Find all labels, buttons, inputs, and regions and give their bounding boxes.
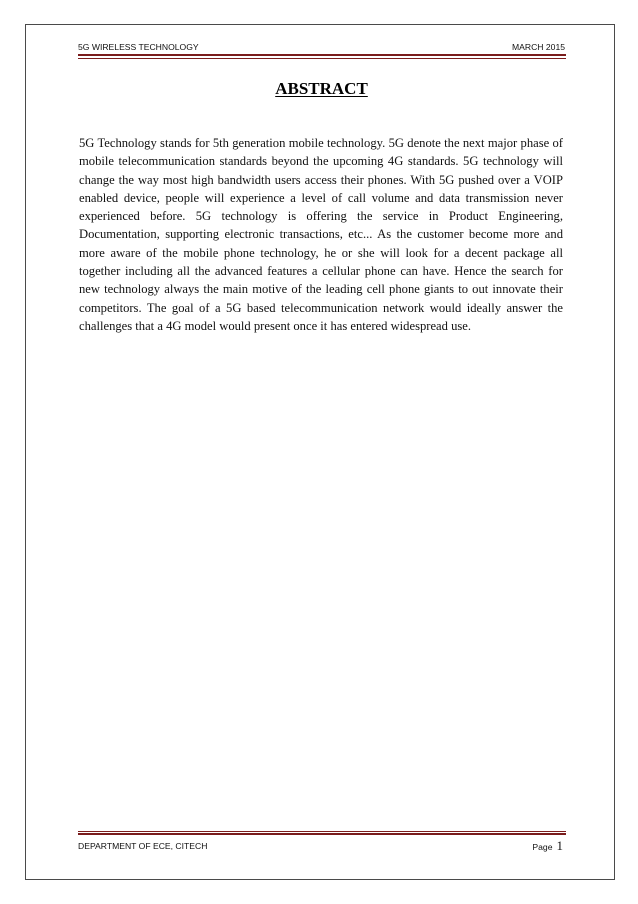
footer-page-number: 1 (556, 838, 563, 853)
header-right-text: MARCH 2015 (511, 42, 565, 52)
page-footer (78, 838, 565, 854)
abstract-paragraph: 5G Technology stands for 5th generation mobile technology. 5G denote the next major phase of mobile telecommunication standards beyond the upcoming 4G standards. 5G technology will change the way most high bandwidth users access their phones. With 5G pushed over a VOIP enabled device, people will experience a level of call volume and data transmission never experienced before. 5G technology is offering the service in Product Engineering, Documentation, supporting electronic transactions, etc... As the customer become more and more aware of the mobile phone technology, he or she will look for a decent package all together including all the advanced features a cellular phone can have. Hence the search for new technology always the main motive of the leading cell phone giants to out innovate their competitors. The goal of a 5G based telecommunication network would ideally answer the challenges that a 4G model would present once it has entered widespread use. (79, 136, 563, 333)
header-rule-thin (78, 58, 566, 59)
footer-rule-thick (78, 833, 566, 835)
header-left-text: 5G WIRELESS TECHNOLOGY (78, 42, 199, 52)
footer-page-label: Page (532, 842, 553, 852)
footer-rule-thin (78, 831, 566, 832)
footer-page-indicator (532, 838, 563, 854)
footer-left-text: DEPARTMENT OF ECE, CITECH (78, 841, 208, 851)
page-title (78, 79, 565, 99)
page-title-text: ABSTRACT (275, 79, 368, 98)
header-rule-thick (78, 54, 566, 56)
